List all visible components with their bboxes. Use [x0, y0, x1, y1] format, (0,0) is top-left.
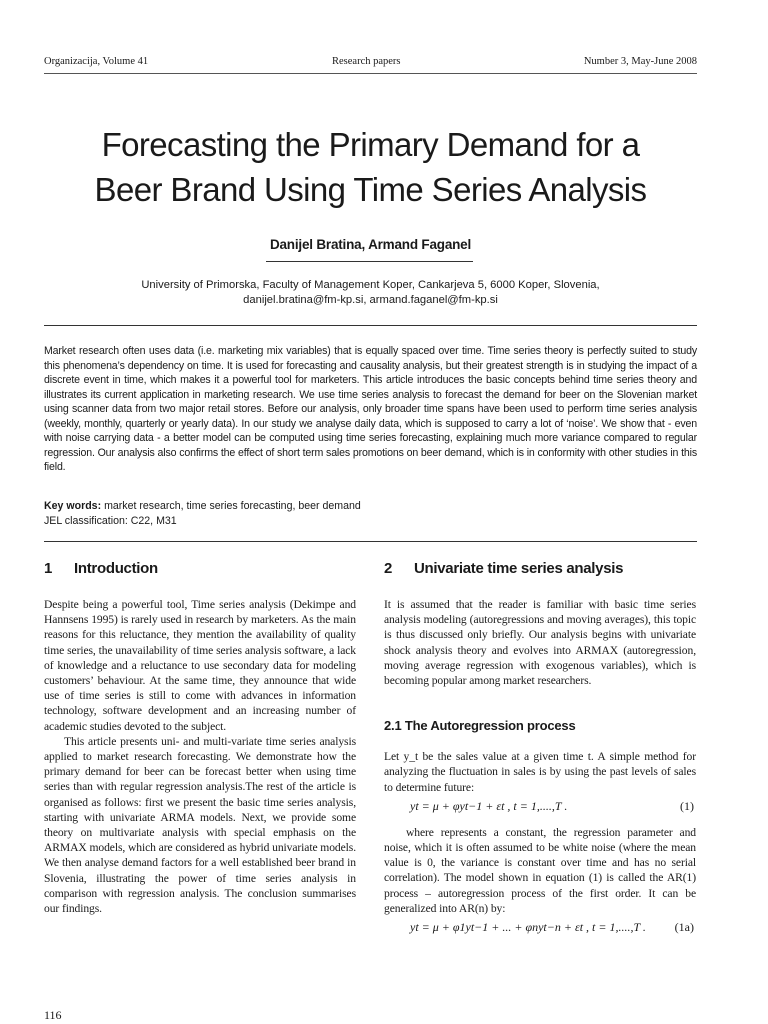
affiliation-emails: danijel.bratina@fm-kp.si, armand.faganel@fm-kp.si [243, 294, 498, 306]
keywords-block [44, 499, 697, 528]
equation-1a [384, 916, 696, 942]
jel-classification: JEL classification: C22, M31 [44, 514, 177, 527]
section-label: Research papers [332, 56, 401, 67]
keywords: market research, time series forecasting, beer demand [104, 500, 361, 512]
page-number: 116 [44, 1008, 62, 1022]
equation-1 [384, 795, 696, 821]
section-2-paragraph-1: It is assumed that the reader is familiar with basic time series analysis modeling (autoregressions and moving averages), this topic is thus discussed only briefly. Our analysis begins with univariate shock analysis theory and evolves into ARMAX (autoregression, moving average regression with exogenous variables), which is becoming popular among market researchers. [384, 598, 696, 688]
keywords-label: Key words: [44, 500, 102, 512]
section-2-title: Univariate time series analysis [414, 560, 624, 577]
section-2-heading [384, 560, 696, 580]
title-line-2: Beer Brand Using Time Series Analysis [94, 171, 647, 208]
section-2-1-title: The Autoregression process [404, 718, 576, 734]
paper-title [44, 122, 697, 212]
authors-rule [266, 261, 473, 262]
running-header [44, 56, 697, 70]
section-2-number: 2 [384, 560, 393, 577]
affiliation [44, 278, 697, 308]
section-2-1-number: 2.1 [384, 718, 402, 734]
journal-volume: Organizacija, Volume 41 [44, 56, 149, 67]
abstract: Market research often uses data (i.e. marketing mix variables) that is equally spaced over time. Time series theory is perfectly suited to study this phenomena’s dependency on time. It is used for forecasting and causality analysis, but their greatest strength is in studying the impact of a discrete event in time, which makes it a powerful tool for marketers. This article introduces the basic concepts behind time series theory and illustrates its current application in marketing research. We use time series analysis to forecast the demand for beer on the Slovenian market using scanner data from two major retail stores. Before our analysis, only broader time spans have been used to perform time series analysis (weekly, monthly, quarterly or yearly data). In our study we analyse daily data, which is supposed to carry a lot of ‘noise’. We show that - even with noise carrying data - a better model can be computed using time series forecasting, explaining much more variance compared to regular regression. Our analysis also confirms the effect of short term sales promotions on beer demand, which is in conformity with other studies in this field. [44, 345, 697, 473]
equation-1a-number: (1a) [674, 920, 694, 935]
left-column [44, 560, 356, 916]
affiliation-line-1: University of Primorska, Faculty of Management Koper, Cankarjeva 5, 6000 Koper, Slovenia, [141, 279, 600, 291]
section-2-1-paragraph-1: Let y_t be the sales value at a given time t. A simple method for analyzing the fluctuation in sales is by using the past levels of sales to determine future: [384, 750, 696, 794]
section-1-paragraph-2: This article presents uni- and multi-variate time series analysis applied to market research forecasting. We demonstrate how the primary demand for beer can be forecast better when using time series than with regular regression analysis.The rest of the article is organised as follows: first we present the basic time series analysis, starting with univariate ARMA models. Next, we provide some theory on multivariate analysis with special emphasis on the ARMAX models, which are considered as hybrid univariate models. We then analyse demand factors for a well established beer brand in Slovenia, illustrating the power of time series analysis in comparison with regression analysis. The conclusion summarises our findings. [44, 734, 356, 916]
authors: Danijel Bratina, Armand Faganel [269, 237, 472, 252]
equation-1-number: (1) [680, 798, 694, 813]
issue-label: Number 3, May-June 2008 [583, 56, 697, 67]
keywords-bottom-rule [44, 541, 697, 542]
section-2-1-heading [384, 718, 696, 733]
section-1-title: Introduction [74, 560, 158, 577]
section-1-heading [44, 560, 356, 580]
title-line-1: Forecasting the Primary Demand for a [101, 126, 640, 163]
header-rule [44, 73, 697, 74]
right-column [384, 560, 696, 942]
equation-1-formula: yt = μ + φyt−1 + εt , t = 1,....,T . [410, 798, 568, 813]
section-2-1-paragraph-2: where represents a constant, the regression parameter and noise, which it is often assumed to be white noise (where the mean value is 0, the variance is constant over time and has no serial correlation). The model shown in equation (1) is called the AR(1) process – autoregression process of the first order. It can be generalized into AR(n) by: [384, 825, 696, 915]
abstract-top-rule [44, 325, 697, 326]
equation-1a-formula: yt = μ + φ1yt−1 + ... + φnyt−n + εt , t = 1,....,T . [410, 920, 646, 935]
section-1-paragraph-1: Despite being a powerful tool, Time series analysis (Dekimpe and Hannsens 1995) is rarely used in research by marketers. As the main reasons for this reluctance, they mention the availability of quality time series, the unavailability of time series analysis software, a lack of knowledge and a reluctance to use secondary data for modeling customers’ behaviour. At the same time, they announce that wide use of time series is still to come with advances in information technology, software development and an increasing number of academic studies devoted to the subject. [44, 598, 356, 733]
section-1-number: 1 [44, 560, 53, 577]
